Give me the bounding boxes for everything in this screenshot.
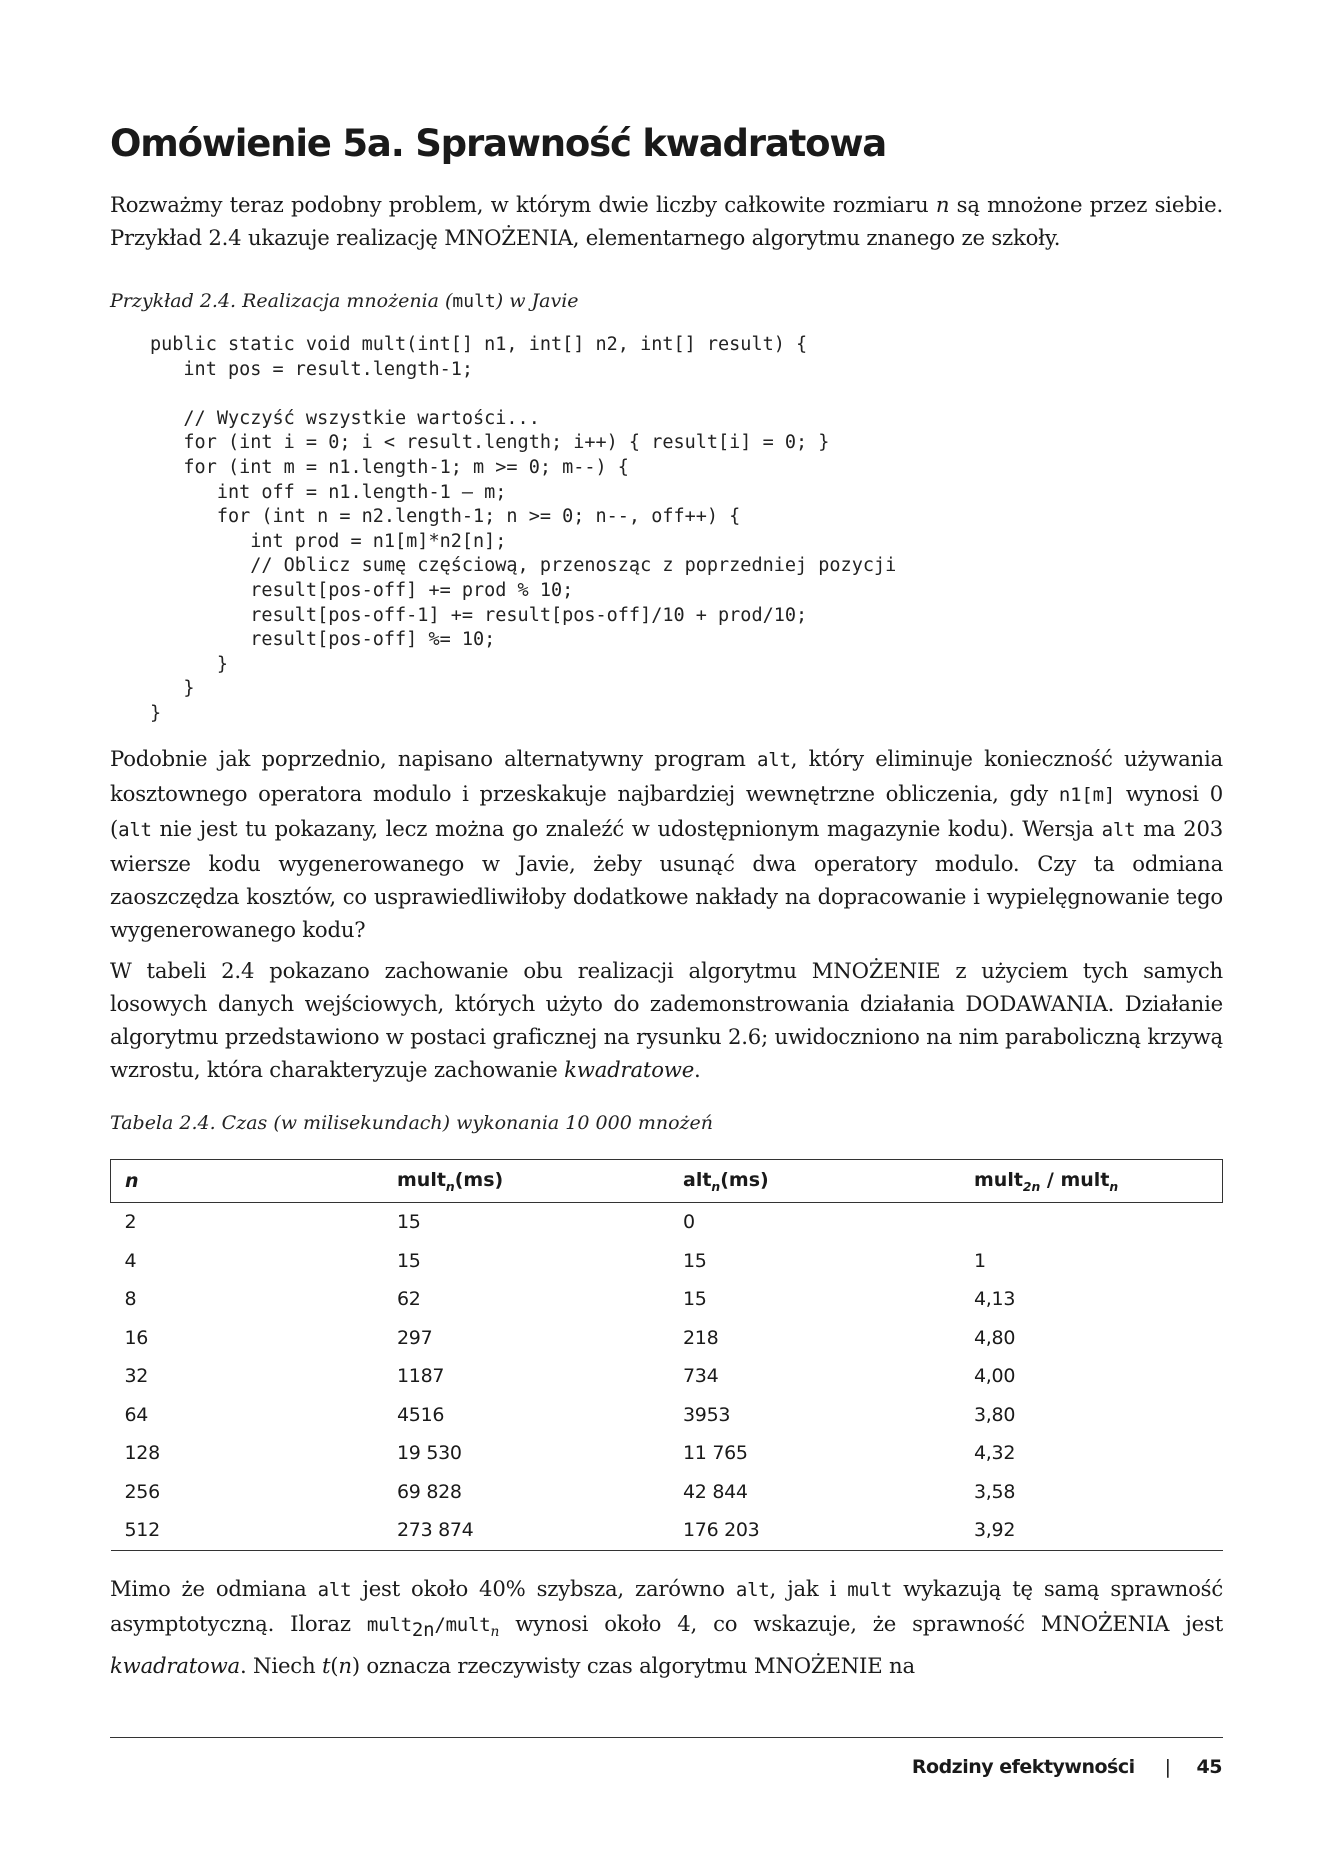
header-text: mult: [974, 1168, 1023, 1191]
section-heading: Omówienie 5a. Sprawność kwadratowa: [110, 122, 887, 165]
header-text: mult: [397, 1168, 446, 1191]
inline-subscript: n: [490, 1624, 500, 1641]
header-text: mult: [1060, 1168, 1110, 1191]
paragraph-conclusion: [110, 1572, 1223, 1682]
text-run: , który eliminuje konieczność używania kosztownego operatora modulo i przeskakuje najbardziej wewnętrzne obliczenia, gdy: [110, 746, 1223, 806]
table-cell: 734: [683, 1365, 719, 1388]
code-line: result[pos-off-1] += result[pos-off]/10 + prod/10;: [150, 604, 808, 626]
inline-code: /: [434, 1614, 446, 1636]
header-subscript: n: [711, 1179, 721, 1194]
paragraph-table-intro: [110, 954, 1223, 1086]
header-subscript: n: [1109, 1179, 1119, 1194]
table-cell: 3,92: [960, 1511, 1223, 1550]
text-run: wykazują tę samą sprawność asymptotyczną. Iloraz: [110, 1576, 1223, 1636]
table-cell: 512: [111, 1511, 384, 1550]
header-text: alt: [683, 1168, 712, 1191]
code-line: result[pos-off] += prod % 10;: [150, 579, 574, 601]
table-row: [111, 1357, 1223, 1396]
text-run: wynosi około 4, co wskazuje, że sprawność MNOŻENIA jest: [499, 1611, 1224, 1636]
timing-table: [110, 1159, 1223, 1551]
table-cell: 0: [683, 1211, 695, 1234]
table-cell: 2: [124, 1211, 137, 1234]
table-cell: 1: [974, 1249, 986, 1272]
table-cell: 4: [124, 1249, 137, 1272]
table-cell: 4,13: [974, 1288, 1016, 1311]
code-line: // Oblicz sumę częściową, przenosząc z poprzedniej pozycji: [150, 555, 897, 577]
table-caption: Tabela 2.4. Czas (w milisekundach) wykonania 10 000 mnożeń: [110, 1112, 713, 1134]
table-row: [111, 1396, 1223, 1435]
footer-separator: |: [1164, 1756, 1171, 1778]
table-cell: 16: [124, 1326, 149, 1349]
table-cell: 62: [397, 1288, 421, 1311]
table-cell: 15: [397, 1211, 421, 1234]
header-text: (ms): [720, 1168, 769, 1191]
table-cell: 8: [124, 1288, 137, 1311]
table-cell: 64: [124, 1403, 149, 1426]
table-cell: 19 530: [397, 1442, 462, 1465]
intro-paragraph: [110, 188, 1223, 254]
code-line: result[pos-off] %= 10;: [150, 629, 496, 651]
code-line: int off = n1.length-1 – m;: [150, 481, 507, 503]
code-line: }: [150, 678, 195, 700]
table-cell: 69 828: [397, 1480, 462, 1503]
math-var: t: [321, 1653, 331, 1679]
inline-code: alt: [317, 1579, 352, 1601]
table-cell: 218: [683, 1326, 719, 1349]
inline-code: alt: [1101, 819, 1136, 841]
text-run: (: [330, 1653, 339, 1679]
header-subscript: 2n: [1022, 1179, 1041, 1194]
code-line: for (int m = n1.length-1; m >= 0; m--) {: [150, 456, 629, 478]
inline-code: mult: [366, 1614, 412, 1636]
math-var: n: [935, 192, 950, 217]
footer-section-title: Rodziny efektywności: [911, 1756, 1135, 1778]
table-row: [111, 1280, 1223, 1319]
table-cell: 256: [124, 1480, 160, 1503]
code-line: }: [150, 653, 228, 675]
table-row: [111, 1242, 1223, 1281]
text-run: ) oznacza rzeczywisty czas algorytmu MNOŻENIE na: [351, 1653, 915, 1679]
text-run: Rozważmy teraz podobny problem, w którym dwie liczby całkowite rozmiaru: [110, 192, 936, 217]
table-cell: 15: [397, 1249, 421, 1272]
text-run: jest około 40% szybsza, zarówno: [351, 1576, 736, 1601]
code-line: // Wyczyść wszystkie wartości...: [150, 407, 540, 429]
table-cell: 4516: [397, 1403, 445, 1426]
example-caption: [110, 290, 579, 312]
table-cell: 3,80: [974, 1403, 1016, 1426]
math-var: n: [338, 1653, 352, 1679]
table-row: [111, 1511, 1223, 1550]
table-cell: 32: [124, 1365, 149, 1388]
code-line: public static void mult(int[] n1, int[] n2, int[] result) {: [150, 334, 808, 355]
code-line: int prod = n1[m]*n2[n];: [150, 530, 507, 552]
code-line: }: [150, 702, 162, 724]
table-row: [111, 1319, 1223, 1358]
table-cell: 15: [683, 1249, 707, 1272]
code-line: for (int n = n2.length-1; n >= 0; n--, off++) {: [150, 506, 741, 528]
caption-text: ) w Javie: [495, 290, 579, 312]
code-listing: [150, 333, 896, 727]
caption-text: Przykład 2.4. Realizacja mnożenia (: [110, 290, 453, 312]
inline-code: alt: [118, 819, 152, 841]
text-run: Podobnie jak poprzednio, napisano alternatywny program: [110, 746, 758, 771]
table-cell: 3,58: [974, 1480, 1016, 1503]
table-cell: 15: [683, 1288, 707, 1311]
table-body: [111, 1203, 1223, 1551]
inline-code: mult: [847, 1579, 893, 1601]
emphasis: kwadratowa: [110, 1653, 240, 1679]
header-n: n: [111, 1160, 384, 1203]
text-run: Mimo że odmiana: [110, 1576, 318, 1601]
inline-code: alt: [757, 749, 791, 771]
caption-code: mult: [452, 291, 496, 312]
text-run: wynosi 0 (: [110, 781, 1223, 841]
text-run: ma 203 wiersze kodu wygenerowanego w Javie, żeby usunąć dwa operatory modulo. Czy ta odmiana zaoszczędza kosztów, co usprawiedliwiłoby dodatkowe nakłady na dopracowanie i wypielęgnowanie tego wygenerowanego kodu?: [110, 816, 1224, 942]
table-row: [111, 1434, 1223, 1473]
emphasis: kwadratowe: [564, 1057, 695, 1082]
table-cell: 1187: [397, 1365, 445, 1388]
header-text: /: [1040, 1168, 1061, 1191]
table-cell: 273 874: [383, 1511, 669, 1550]
footer-divider: [110, 1737, 1223, 1738]
table-cell: 11 765: [683, 1442, 748, 1465]
table-cell: 3953: [683, 1403, 731, 1426]
table-cell: 42 844: [683, 1480, 748, 1503]
table-cell: 4,80: [974, 1326, 1016, 1349]
header-alt: [669, 1160, 960, 1203]
inline-code: alt: [735, 1579, 770, 1601]
header-ratio: [960, 1160, 1223, 1203]
text-run: nie jest tu pokazany, lecz można go znaleźć w udostępnionym magazynie kodu). Wersja: [151, 816, 1102, 841]
text-run: .: [694, 1057, 701, 1082]
table-cell: 4,00: [974, 1365, 1016, 1388]
header-text: (ms): [454, 1168, 504, 1191]
code-line: for (int i = 0; i < result.length; i++) { result[i] = 0; }: [150, 432, 830, 454]
table-cell: 176 203: [669, 1511, 960, 1550]
table-header-row: [111, 1160, 1223, 1203]
text-run: W tabeli 2.4 pokazano zachowanie obu realizacji algorytmu MNOŻENIE z użyciem tych samych losowych danych wejściowych, których użyto do zademonstrowania działania DODAWANIA. Działanie algorytmu przedstawiono w postaci graficznej na rysunku 2.6; uwidoczniono na nim paraboliczną krzywą wzrostu, która charakteryzuje zachowanie: [110, 958, 1223, 1082]
table-cell: 128: [124, 1442, 160, 1465]
table-cell: [960, 1203, 1223, 1242]
code-line: int pos = result.length-1;: [150, 358, 474, 380]
paragraph-alt-program: [110, 742, 1223, 946]
text-run: , jak i: [769, 1576, 848, 1601]
page-number: 45: [1196, 1756, 1222, 1778]
header-subscript: n: [445, 1179, 455, 1194]
header-mult: [383, 1160, 669, 1203]
table-row: [111, 1473, 1223, 1512]
table-cell: 4,32: [974, 1442, 1016, 1465]
inline-subscript: 2n: [411, 1619, 435, 1642]
table-row: [111, 1203, 1223, 1242]
inline-code: n1[m]: [1058, 784, 1116, 806]
text-run: . Niech: [239, 1653, 322, 1679]
text-run: są mnożone przez siebie. Przykład 2.4 ukazuje realizację MNOŻENIA, elementarnego algorytmu znanego ze szkoły.: [110, 192, 1224, 250]
page-footer: [912, 1756, 1222, 1778]
table-cell: 297: [397, 1326, 433, 1349]
inline-code: mult: [445, 1614, 491, 1636]
